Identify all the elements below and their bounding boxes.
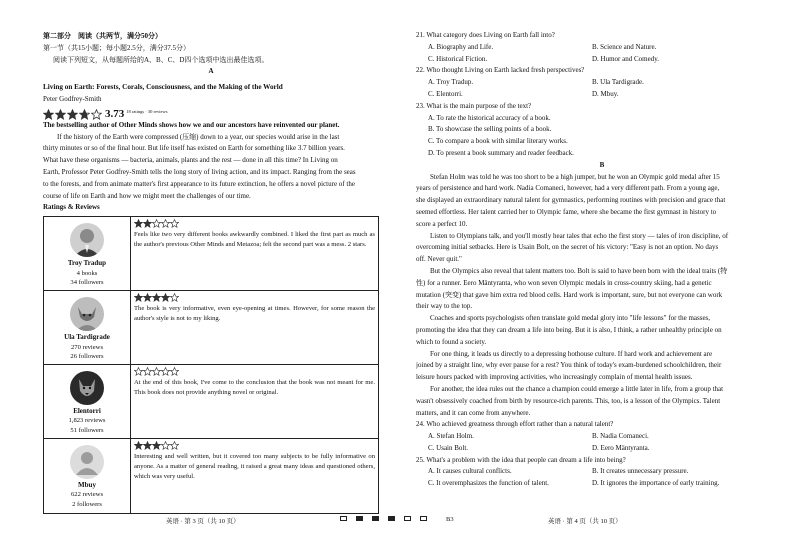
answer-option: A. Stefan Holm. [428, 432, 474, 441]
overall-rating-stars [43, 109, 102, 120]
paragraph-line: off. Never quit." [416, 255, 462, 264]
option-row [416, 89, 788, 101]
review-stars [134, 441, 375, 452]
book-author: Peter Godfrey-Smith [43, 94, 102, 103]
question-stem: 22. Who thought Living on Earth lacked fresh perspectives? [416, 66, 585, 75]
review-text: At the end of this book, I've come to the conclusion that the book was not meant for me. This book does not provide anything novel or original. [134, 378, 375, 396]
paragraph-line: joined by a straight line, why ever pause for a rest? You think of today's exam-burdened schoolchildren, their [416, 361, 722, 370]
star-filled-icon [152, 293, 161, 302]
review-stars [134, 219, 375, 230]
rating-meta: 18 ratings · 30 reviews [126, 108, 168, 114]
question-stem: 23. What is the main purpose of the text? [416, 101, 532, 110]
star-empty-icon [152, 219, 161, 228]
rating-value: 3.73 [105, 107, 125, 120]
paragraph-line: For another, the idea rules out the chance a champion could emerge a little later in life, from a group that [430, 384, 724, 393]
passage-letter-b: B [599, 160, 605, 169]
overall-rating [43, 106, 379, 120]
review-row [44, 290, 379, 364]
bestselling-line: The bestselling author of Other Minds shows how we and our ancestors have reinvented our planet. [43, 120, 340, 129]
star-filled-icon [79, 109, 90, 120]
answer-option: A. It causes cultural conflicts. [428, 467, 512, 476]
paragraph-line: 性) for a runner. Eero Mäntyranta, who won seven Olympic medals in cross-country skiing, had a genetic [416, 278, 712, 287]
star-filled-icon [67, 109, 78, 120]
option-row [416, 478, 788, 490]
star-empty-icon [134, 367, 143, 376]
reviewer-cell [44, 290, 131, 364]
cat-avatar [70, 297, 104, 331]
wolf-avatar [70, 371, 104, 405]
star-empty-icon [143, 367, 152, 376]
star-empty-icon [161, 441, 170, 450]
reviewer-stat: 270 reviews [70, 343, 104, 351]
star-filled-icon [134, 293, 143, 302]
answer-option: A. Biography and Life. [428, 42, 494, 51]
star-empty-icon [170, 293, 179, 302]
answer-option: C. To compare a book with similar literary works. [428, 137, 568, 146]
question-stem: 24. Who achieved greatness through effort rather than a natural talent? [416, 420, 614, 429]
default-user-avatar [70, 445, 104, 479]
question-23 [416, 101, 788, 160]
section-subtitle: 第一节（共15小题；每小题2.5分，满分37.5分） [43, 43, 190, 52]
reviewer-name: Ula Tardigrade [64, 332, 110, 341]
answer-option: D. Humor and Comedy. [592, 54, 660, 63]
paragraph-line: matters, and it can come from anywhere. [416, 408, 531, 417]
reviewer-followers: 34 followers [70, 279, 104, 287]
paragraph-line: What have these organisms — bacteria, animals, plants and the rest — done in all this time? In Living on [43, 156, 338, 165]
reviewer-followers: 51 followers [70, 426, 104, 434]
reviewer-name: Elentorri [73, 406, 101, 415]
answer-option: A. Troy Tradup. [428, 78, 474, 87]
answer-option: A. To rate the historical accuracy of a book. [428, 113, 551, 122]
reviewer-cell [44, 364, 131, 438]
passage-letter-a: A [208, 67, 214, 76]
man-in-suit-avatar [70, 223, 104, 257]
question-22 [416, 65, 788, 100]
answer-option: D. Mbuy. [592, 89, 619, 98]
review-stars [134, 293, 375, 304]
question-stem: 25. What's a problem with the idea that people can dream a life into being? [416, 455, 626, 464]
instruction: 阅读下列短文，从每题所给的A、B、C、D四个选项中选出最佳选项。 [53, 55, 269, 64]
star-filled-icon [134, 441, 143, 450]
left-column [43, 0, 379, 514]
answer-option: C. It overemphasizes the function of talent. [428, 479, 549, 488]
footer-mark [420, 516, 427, 521]
option-row [416, 77, 788, 89]
star-empty-icon [161, 367, 170, 376]
reviewer-cell [44, 217, 131, 291]
star-filled-icon [55, 109, 66, 120]
reviewer-followers: 26 followers [70, 353, 104, 361]
review-row [44, 438, 379, 513]
question-24 [416, 419, 788, 454]
paragraph-line: But the Olympics also reveal that talent matters too. Bolt is said to have been born with the ideal traits (特 [430, 266, 728, 275]
paragraph-line: leisure hours packed with improving activities, who increasingly complain of mental health issues. [416, 373, 693, 382]
review-text: The book is very informative, even eye-opening at times. However, for some reason the author's style is not to my liking. [134, 304, 375, 322]
answer-option: B. Science and Nature. [592, 42, 657, 51]
review-text: Feels like two very different books awkwardly combined. I liked the first part as much as the author's previous Other Minds and Metazoa; felt the second part was a mess. 2 stars. [134, 231, 375, 249]
star-empty-icon [91, 109, 102, 120]
footer-left-page-number: 英语 · 第 3 页（共 10 页） [166, 518, 240, 525]
paragraph-line: years of persistence and hard work. Nadia Comaneci, however, had a very different path. From a young age, [416, 184, 720, 193]
reviewer-name: Mbuy [78, 480, 96, 489]
star-empty-icon [170, 367, 179, 376]
book-title: Living on Earth: Forests, Corals, Consciousness, and the Making of the World [43, 83, 283, 92]
paragraph-line: she displayed an extraordinary natural talent for gymnastics, performing routines with precision and grace that [416, 196, 726, 205]
paragraph-line: Coaches and sports psychologists often translate gold medal glory into "life lessons" for the masses, [430, 314, 711, 323]
answer-option: B. It creates unnecessary pressure. [592, 467, 689, 476]
right-column [416, 0, 788, 490]
footer-mark [388, 516, 395, 521]
paragraph-line: Listen to Olympians talk, and you'll mostly hear tales that echo the first story — tales of iron discipline, of [430, 231, 729, 240]
review-row [44, 364, 379, 438]
star-filled-icon [143, 441, 152, 450]
option-row [416, 42, 788, 54]
star-filled-icon [143, 219, 152, 228]
footer-right-page-number: 英语 · 第 4 页（共 10 页） [548, 518, 622, 525]
answer-option: D. Eero Mäntyranta. [592, 443, 650, 452]
paragraph-line: seemed effortless. Her talent carried her to Olympic fame, where she became the first gymnast in history to [416, 207, 717, 216]
option-row [416, 431, 788, 443]
footer-mark [404, 516, 411, 521]
ratings-header: Ratings & Reviews [43, 203, 100, 212]
option-row [416, 443, 788, 455]
star-filled-icon [143, 293, 152, 302]
reviewer-stat: 622 reviews [70, 491, 104, 499]
paragraph-line: promoting the idea that they can dream a life into being. But it is also, I think, a rather unhealthy principle on [416, 325, 722, 334]
star-filled-icon [134, 219, 143, 228]
footer-mark [340, 516, 347, 521]
answer-option: B. Nadia Comaneci. [592, 432, 649, 441]
answer-option: D. To present a book summary and reader feedback. [428, 148, 574, 157]
star-empty-icon [161, 219, 170, 228]
answer-option: C. Usain Bolt. [428, 443, 469, 452]
paragraph-line: wasn't obsessively coached from birth by resource-rich parents. This, too, is a lesson of the Olympics. Talent [416, 396, 721, 405]
question-stem: 21. What category does Living on Earth fall into? [416, 31, 555, 39]
footer-mark [356, 516, 363, 521]
review-text: Interesting and well written, but it covered too many subjects to be fully informative on anyone. As a matter of general reading, it raised a great many ideas and questioned others, which was very useful. [134, 452, 375, 480]
reviewer-cell [44, 438, 131, 513]
star-empty-icon [170, 219, 179, 228]
paragraph-line: If the history of the Earth were compressed (压缩) down to a year, our species would arise in the last [57, 132, 340, 141]
review-stars [134, 367, 375, 378]
paragraph-line: thirty minutes or so of the final hour. But life itself has existed on Earth for something like 3.7 billion years. [43, 144, 345, 153]
answer-option: B. Ula Tardigrade. [592, 78, 644, 87]
paragraph-line: to the forests, and from animate matter's first appearance to its future extinction, he offers a novel picture of the [43, 179, 355, 188]
footer-code: B3 [446, 516, 454, 523]
passage-a-paragraph [43, 132, 379, 203]
answer-option: C. Elentorri. [428, 89, 463, 98]
answer-option: C. Historical Fiction. [428, 54, 488, 63]
reviewer-stat: 1,823 reviews [68, 417, 106, 425]
reviewer-stat: 4 books [76, 269, 98, 277]
answer-option: D. It ignores the importance of early training. [592, 479, 720, 488]
paragraph-line: Earth, Professor Peter Godfrey-Smith tells the long story of living action, and its impact. Ranging from the seas [43, 167, 356, 176]
reviewer-name: Troy Tradup [67, 259, 107, 268]
passage-b [416, 172, 788, 420]
star-filled-icon [152, 441, 161, 450]
paragraph-line: Stefan Holm was told he was too short to be a high jumper, but he won an Olympic gold medal after 15 [430, 172, 720, 181]
star-empty-icon [152, 367, 161, 376]
review-cell [131, 364, 379, 438]
review-row [44, 217, 379, 291]
option-row [416, 54, 788, 66]
review-cell [131, 217, 379, 291]
reviews-table [43, 216, 379, 513]
question-21 [416, 30, 788, 65]
option-row [416, 466, 788, 478]
star-empty-icon [170, 441, 179, 450]
reviewer-followers: 2 followers [72, 500, 102, 508]
paragraph-line: overcoming initial setbacks. Here is Usain Bolt, on the secret of his victory: "Easy is not an option. No days [416, 243, 719, 252]
answer-option: B. To showcase the selling points of a book. [428, 125, 552, 134]
question-25 [416, 455, 788, 490]
paragraph-line: mutation (突变) that gave him extra red blood cells. Hard work is important, sure, but not everyone can work [416, 290, 723, 299]
star-filled-icon [161, 293, 170, 302]
paragraph-line: their way to the top. [416, 302, 473, 311]
paragraph-line: which to found a society. [416, 337, 487, 346]
footer-mark [372, 516, 379, 521]
star-filled-icon [43, 109, 54, 120]
paragraph-line: course of life on Earth and how we might meet the challenges of our time. [43, 191, 251, 200]
review-cell [131, 438, 379, 513]
review-cell [131, 290, 379, 364]
section-title: 第二部分 阅读（共两节，满分50分） [43, 32, 162, 40]
paragraph-line: For one thing, it leads us directly to a depressing hothouse culture. If hard work and achievement are [430, 349, 713, 358]
paragraph-line: score a perfect 10. [416, 219, 468, 228]
